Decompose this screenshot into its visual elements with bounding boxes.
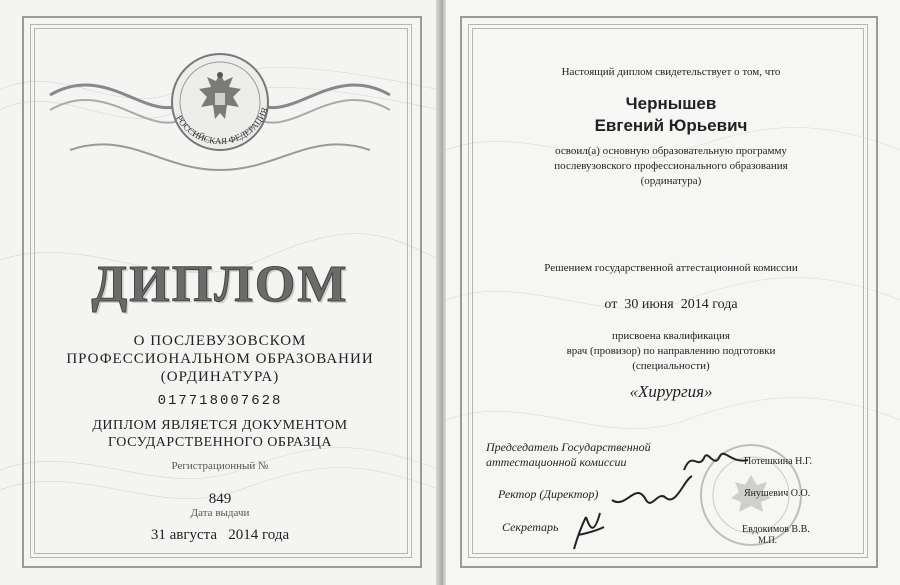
program-line-1: освоил(а) основную образовательную программу [555,145,787,157]
issue-date: 31 августа 2014 года [150,527,290,543]
program-line-2: послевузовского профессионального образования [554,160,788,172]
commission-decision: Решением государственной аттестационной комиссии [544,262,798,274]
graduate-name: Евгений Юрьевич [594,116,748,135]
chair-label-line-1: Председатель Государственной [486,440,651,454]
state-doc-line-1: ДИПЛОМ ЯВЛЯЕТСЯ ДОКУМЕНТОМ [92,418,348,433]
serial-number: 017718007628 [157,393,283,409]
decision-date: от 30 июня 2014 года [604,297,738,312]
rector-name: Янушевич О.О. [744,488,811,499]
svg-text:РОССИЙСКАЯ ФЕДЕРАЦИЯ: РОССИЙСКАЯ ФЕДЕРАЦИЯ [174,106,270,147]
right-page [446,0,900,585]
qualification-line-1: присвоена квалификация [612,330,730,342]
rector-signature [606,470,696,520]
state-doc-line-2: ГОСУДАРСТВЕННОГО ОБРАЗЦА [108,435,332,450]
stamp-place-mark: М.П. [758,535,778,545]
registration-number: 849 [208,491,232,507]
program-line-3: (ординатура) [640,175,702,187]
intro-text: Настоящий диплом свидетельствует о том, что [561,66,781,78]
subtitle-line-1: О ПОСЛЕВУЗОВСКОМ [133,333,307,349]
secretary-signature [564,505,614,555]
diploma-title: ДИПЛОМ [91,256,349,313]
left-page [0,0,440,585]
specialty: «Хирургия» [629,382,713,401]
registration-label: Регистрационный № [171,460,269,472]
chair-name: Потешкина Н.Г. [744,456,812,467]
secretary-label: Секретарь [502,520,559,534]
chair-label-line-2: аттестационной комиссии [486,455,627,469]
subtitle-line-2: ПРОФЕССИОНАЛЬНОМ ОБРАЗОВАНИИ [66,351,374,367]
qualification-line-2: врач (провизор) по направлению подготовки [566,345,776,357]
issue-date-label: Дата выдачи [190,507,250,519]
emblem-caption [160,100,280,170]
subtitle-line-3: (ОРДИНАТУРА) [160,369,280,385]
rector-label: Ректор (Директор) [498,487,599,501]
secretary-name: Евдокимов В.В. [742,524,810,535]
qualification-line-3: (специальности) [632,360,710,372]
graduate-surname: Чернышев [625,94,717,113]
